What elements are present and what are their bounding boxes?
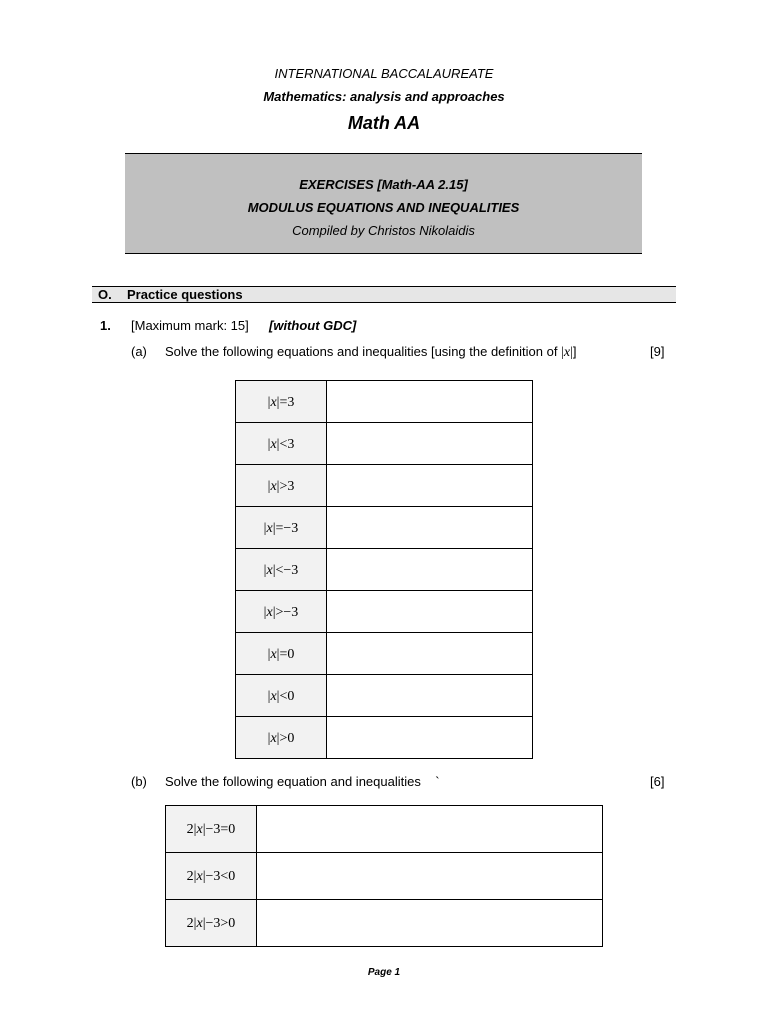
part-a-relation: <3: [279, 436, 295, 452]
part-a-answer-cell[interactable]: [327, 633, 533, 675]
part-a-expression: |x|=−3: [263, 520, 299, 536]
part-a-answer-cell[interactable]: [327, 381, 533, 423]
part-a-relation: <−3: [275, 562, 299, 578]
part-a-text-after: ]: [572, 344, 577, 359]
part-a-expression-cell: [236, 381, 327, 423]
part-a-relation: =0: [279, 646, 295, 662]
part-a-relation: <0: [279, 688, 295, 704]
part-a-answer-cell[interactable]: [327, 717, 533, 759]
part-a-relation: =−3: [275, 520, 299, 536]
part-b-letter: (b): [131, 774, 147, 789]
part-b-relation: −3>0: [205, 916, 236, 931]
part-b-answer-cell[interactable]: [257, 900, 603, 947]
part-a-variable: x: [270, 730, 277, 746]
part-a-variable: x: [270, 436, 277, 452]
part-a-abs-expression: |x|: [561, 345, 573, 360]
part-a-marks: [9]: [650, 344, 665, 359]
part-b-relation: −3<0: [205, 869, 236, 884]
header-course: Mathematics: analysis and approaches: [263, 89, 505, 104]
table-row: [236, 381, 533, 423]
part-a-expression: |x|=3: [267, 394, 295, 410]
part-b-variable: x: [196, 916, 203, 931]
part-b-variable: x: [196, 869, 203, 884]
part-a-expression-cell: [236, 675, 327, 717]
banner-topic: MODULUS EQUATIONS AND INEQUALITIES: [247, 200, 520, 215]
table-row: [166, 853, 603, 900]
part-a-variable: x: [270, 646, 277, 662]
table-row: [166, 806, 603, 853]
page-number: Page 1: [367, 967, 401, 978]
part-a-expression: |x|=0: [267, 646, 295, 662]
part-a-text-before: Solve the following equations and inequalities [using the definition of: [165, 344, 562, 359]
question-max-mark: [Maximum mark: 15]: [131, 318, 249, 333]
part-a-expression: |x|>3: [267, 478, 295, 494]
part-b-expression: 2|x|−3<0: [186, 869, 236, 884]
part-a-answer-cell[interactable]: [327, 675, 533, 717]
part-a-answer-cell[interactable]: [327, 507, 533, 549]
banner-author: Compiled by Christos Nikolaidis: [292, 223, 475, 238]
table-row: [236, 507, 533, 549]
header-institution: INTERNATIONAL BACCALAUREATE: [274, 66, 494, 81]
part-a-instruction: [165, 344, 577, 361]
question-gdc-note: [without GDC]: [269, 318, 357, 333]
part-b-answer-cell[interactable]: [257, 806, 603, 853]
part-a-expression: |x|<−3: [263, 562, 299, 578]
part-b-expression-cell: [166, 806, 257, 853]
part-a-answer-cell[interactable]: [327, 423, 533, 465]
part-a-variable: x: [266, 604, 273, 620]
part-b-coefficient: 2: [186, 822, 194, 837]
part-a-answer-cell[interactable]: [327, 549, 533, 591]
table-row: [236, 717, 533, 759]
part-a-expression-cell: [236, 465, 327, 507]
part-b-variable: x: [196, 822, 203, 837]
part-a-expression: |x|>0: [267, 730, 295, 746]
part-b-answer-cell[interactable]: [257, 853, 603, 900]
table-row: [236, 423, 533, 465]
part-a-variable: x: [270, 688, 277, 704]
part-a-variable: x: [266, 520, 273, 536]
page-title: Math AA: [347, 113, 421, 133]
part-a-expression: |x|>−3: [263, 604, 299, 620]
part-b-expression: 2|x|−3=0: [186, 822, 236, 837]
section-number: O.: [98, 287, 112, 302]
table-row: [236, 549, 533, 591]
part-a-answer-cell[interactable]: [327, 465, 533, 507]
part-a-abs-var: x: [563, 345, 571, 360]
part-a-relation: >−3: [275, 604, 299, 620]
part-a-expression: |x|<3: [267, 436, 295, 452]
part-b-marks: [6]: [650, 774, 665, 789]
part-a-expression-cell: [236, 717, 327, 759]
part-b-coefficient: 2: [186, 869, 194, 884]
part-a-expression-cell: [236, 423, 327, 465]
part-a-answer-cell[interactable]: [327, 591, 533, 633]
table-row: [236, 591, 533, 633]
part-a-letter: (a): [131, 344, 147, 359]
section-heading: [92, 286, 676, 303]
part-a-expression-cell: [236, 591, 327, 633]
part-b-answer-table: [165, 805, 603, 947]
question-number: 1.: [100, 318, 111, 333]
part-b-expression-cell: [166, 853, 257, 900]
part-a-relation: >3: [279, 478, 295, 494]
part-a-variable: x: [270, 394, 277, 410]
part-a-relation: >0: [279, 730, 295, 746]
banner-exercise-code: EXERCISES [Math-AA 2.15]: [299, 177, 468, 192]
part-b-instruction: Solve the following equation and inequalities `: [165, 774, 440, 789]
part-a-variable: x: [266, 562, 273, 578]
table-row: [236, 465, 533, 507]
part-b-expression: 2|x|−3>0: [186, 916, 236, 931]
table-row: [236, 633, 533, 675]
exercise-banner: [125, 153, 642, 254]
part-b-coefficient: 2: [186, 916, 194, 931]
part-a-expression: |x|<0: [267, 688, 295, 704]
part-a-variable: x: [270, 478, 277, 494]
part-a-expression-cell: [236, 507, 327, 549]
part-a-answer-table: [235, 380, 533, 759]
table-row: [236, 675, 533, 717]
part-a-relation: =3: [279, 394, 295, 410]
part-b-relation: −3=0: [205, 822, 236, 837]
section-title: Practice questions: [127, 287, 243, 302]
part-a-expression-cell: [236, 549, 327, 591]
table-row: [166, 900, 603, 947]
part-b-expression-cell: [166, 900, 257, 947]
part-a-expression-cell: [236, 633, 327, 675]
